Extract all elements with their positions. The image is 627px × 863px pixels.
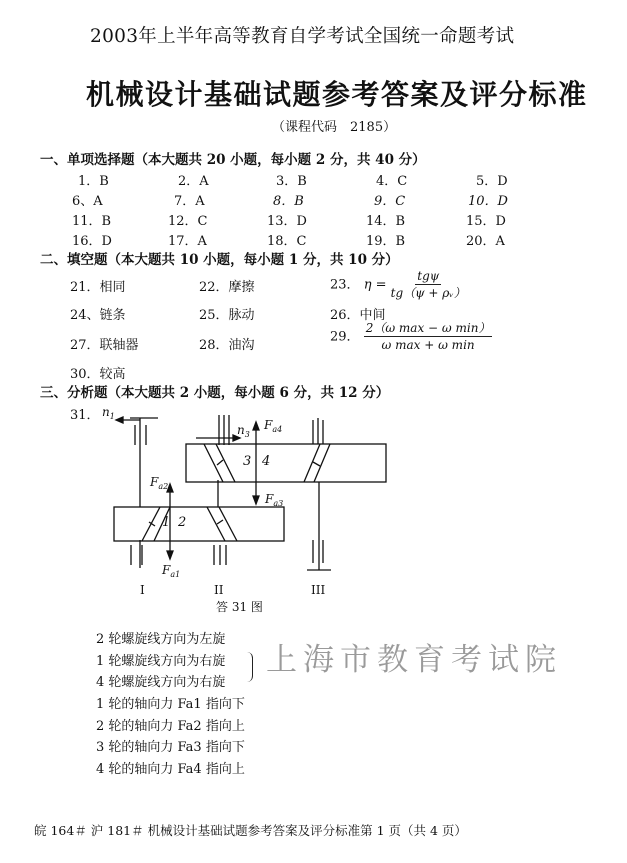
- answer-15: 15．D: [466, 214, 506, 229]
- answer-17: 17．A: [168, 234, 207, 249]
- answer-18: 18．C: [267, 234, 307, 249]
- fa3-label: $F_{a3}$: [265, 492, 284, 508]
- answer-10: 10．D: [468, 194, 508, 209]
- section2-heading: 二、填空题（本大题共 10 小题，每小题 1 分，共 10 分）: [40, 252, 399, 268]
- answer-29-label: 29．: [330, 329, 360, 345]
- answer-8: 8．B: [273, 194, 304, 209]
- answer-12: 12．C: [168, 214, 208, 229]
- answer-line: 2 轮螺旋线方向为左旋: [96, 632, 226, 647]
- fa4-label: $F_{a4}$: [264, 418, 283, 434]
- answer-6: 6、A: [72, 194, 103, 209]
- shaft-i-label: I: [140, 583, 145, 597]
- answer-20: 20．A: [466, 234, 505, 249]
- answer-4: 4．C: [376, 174, 408, 189]
- answer-29-denominator: ω max + ω min: [381, 338, 475, 352]
- page-footer: 皖 164＃ 沪 181＃ 机械设计基础试题参考答案及评分标准第 1 页（共 4 页）: [34, 823, 467, 838]
- answer-29-numerator: 2（ω max − ω min）: [365, 321, 491, 335]
- answer-line: 4 轮螺旋线方向为右旋: [96, 675, 226, 690]
- answer-16: 16．D: [72, 234, 112, 249]
- answer-7: 7．A: [174, 194, 205, 209]
- answer-14: 14．B: [366, 214, 406, 229]
- answer-5: 5．D: [476, 174, 508, 189]
- answer-19: 19．B: [366, 234, 406, 249]
- answer-3: 3．B: [276, 174, 307, 189]
- answer-13: 13．D: [267, 214, 307, 229]
- answer-26: 26．中间: [330, 308, 386, 323]
- question-31-label: 31．: [70, 408, 100, 423]
- gear-4-label: 4: [262, 454, 271, 469]
- answer-27: 27．联轴器: [70, 338, 139, 353]
- gear-1-label: 1: [162, 515, 171, 530]
- answer-23-denominator: tg（ψ + ρᵥ）: [390, 286, 466, 300]
- fa2-label: $F_{a2}$: [150, 475, 169, 491]
- answer-25: 25．脉动: [199, 308, 255, 323]
- course-code: （课程代码 2185）: [272, 120, 397, 135]
- answer-23-numerator: tgψ: [417, 269, 440, 283]
- answer-30: 30．较高: [70, 367, 126, 382]
- gear-3-label: 3: [243, 454, 252, 469]
- answer-1: 1．B: [78, 174, 109, 189]
- grouping-brace: [244, 652, 253, 682]
- gear-2-label: 2: [178, 515, 187, 530]
- answer-line: 2 轮的轴向力 Fa2 指向上: [96, 719, 245, 734]
- shaft-ii-label: II: [214, 583, 224, 597]
- answer-2: 2．A: [178, 174, 209, 189]
- main-title: 机械设计基础试题参考答案及评分标准: [86, 78, 588, 111]
- answer-24: 24、链条: [70, 308, 126, 323]
- figure-caption: 答 31 图: [216, 600, 263, 614]
- n3-label: $n_3$: [237, 423, 250, 439]
- answer-line: 4 轮的轴向力 Fa4 指向上: [96, 762, 245, 777]
- section3-heading: 三、分析题（本大题共 2 小题，每小题 6 分，共 12 分）: [40, 385, 390, 401]
- shaft-iii-label: III: [311, 583, 326, 597]
- answer-11: 11．B: [72, 214, 112, 229]
- exam-title: 2003年上半年高等教育自学考试全国统一命题考试: [90, 26, 515, 47]
- section1-heading: 一、单项选择题（本大题共 20 小题，每小题 2 分，共 40 分）: [40, 152, 426, 168]
- answer-line: 3 轮的轴向力 Fa3 指向下: [96, 740, 245, 755]
- n1-label: $n_1$: [102, 405, 115, 421]
- answer-23-lhs: η =: [363, 277, 387, 293]
- answer-28: 28．油沟: [199, 338, 255, 353]
- answer-23-label: 23．: [330, 277, 360, 293]
- answer-22: 22．摩擦: [199, 280, 255, 295]
- answer-21: 21．相同: [70, 280, 126, 295]
- answer-line: 1 轮的轴向力 Fa1 指向下: [96, 697, 245, 712]
- answer-9: 9．C: [374, 194, 406, 209]
- answer-line: 1 轮螺旋线方向为右旋: [96, 654, 226, 669]
- fa1-label: $F_{a1}$: [162, 563, 181, 579]
- watermark-stamp: 上海市教育考试院: [266, 642, 562, 678]
